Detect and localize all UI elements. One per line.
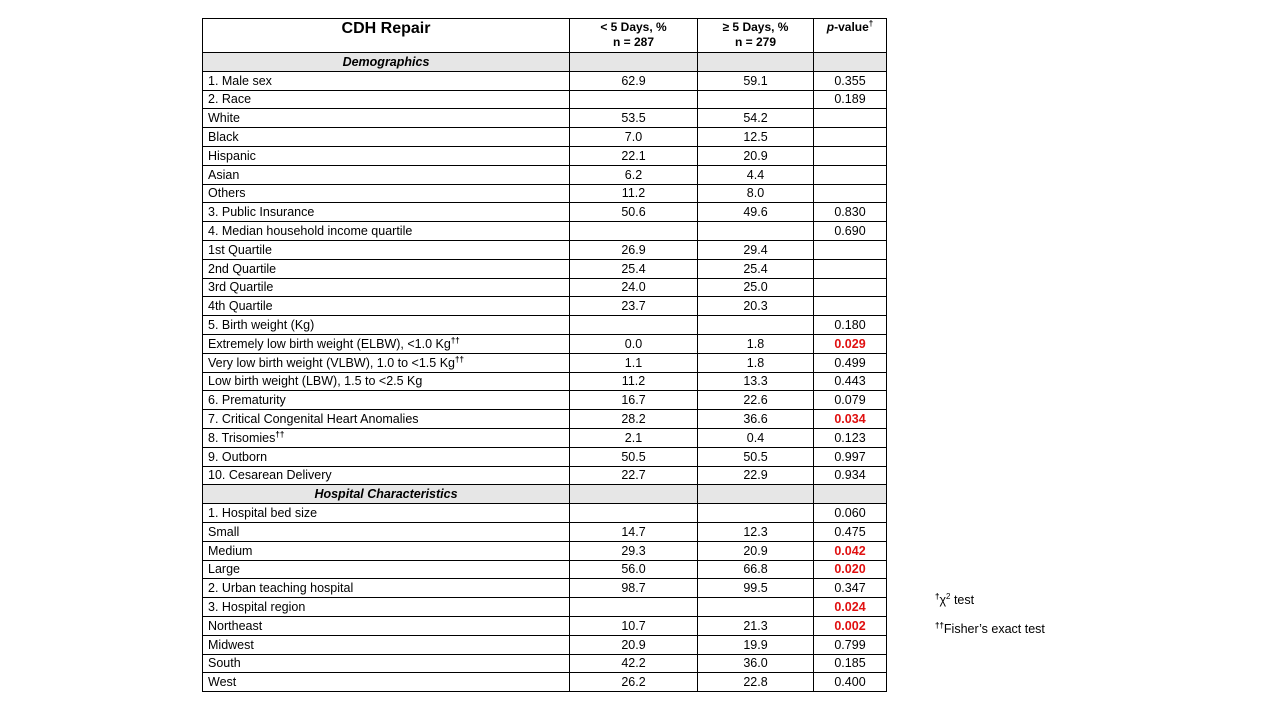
row-label [203, 579, 570, 598]
value-under-5-days: 42.2 [570, 654, 698, 673]
value-under-5-days: 26.2 [570, 673, 698, 692]
value-under-5-days: 14.7 [570, 522, 698, 541]
table-row [203, 184, 887, 203]
row-label [203, 259, 570, 278]
section-header-row [203, 53, 887, 72]
p-value [814, 240, 887, 259]
row-label-text: 1. Hospital bed size [208, 506, 318, 521]
double-dagger-mark: †† [935, 620, 944, 630]
value-under-5-days: 20.9 [570, 635, 698, 654]
row-label [203, 616, 570, 635]
value-5-plus-days: 66.8 [698, 560, 814, 579]
p-value: 0.123 [814, 428, 887, 447]
value-5-plus-days [698, 90, 814, 109]
value-under-5-days: 26.9 [570, 240, 698, 259]
value-5-plus-days: 25.0 [698, 278, 814, 297]
row-label [203, 447, 570, 466]
legend-fisher [935, 622, 1045, 636]
p-value [814, 184, 887, 203]
empty-cell [698, 53, 814, 72]
p-value: 0.189 [814, 90, 887, 109]
table-row [203, 447, 887, 466]
value-under-5-days: 6.2 [570, 165, 698, 184]
table-row [203, 504, 887, 523]
value-5-plus-days [698, 222, 814, 241]
table-row [203, 297, 887, 316]
table-row [203, 616, 887, 635]
value-under-5-days: 22.1 [570, 146, 698, 165]
value-under-5-days: 2.1 [570, 428, 698, 447]
value-under-5-days: 10.7 [570, 616, 698, 635]
p-value: 0.020 [814, 560, 887, 579]
p-value [814, 165, 887, 184]
empty-cell [814, 485, 887, 504]
p-value [814, 297, 887, 316]
row-label [203, 654, 570, 673]
value-under-5-days: 11.2 [570, 372, 698, 391]
table-row [203, 71, 887, 90]
p-value: 0.475 [814, 522, 887, 541]
col-header-line1: ≥ 5 Days, % [722, 20, 789, 34]
value-5-plus-days: 54.2 [698, 109, 814, 128]
value-5-plus-days: 36.0 [698, 654, 814, 673]
row-label-text: Small [208, 524, 240, 539]
value-5-plus-days: 1.8 [698, 353, 814, 372]
col-header-5-plus-days [698, 19, 814, 53]
row-label-text: Asian [208, 167, 240, 182]
row-label [203, 635, 570, 654]
value-under-5-days: 28.2 [570, 410, 698, 429]
value-under-5-days [570, 504, 698, 523]
table-row [203, 165, 887, 184]
row-label-text: Northeast [208, 618, 263, 633]
p-value: 0.934 [814, 466, 887, 485]
value-5-plus-days: 29.4 [698, 240, 814, 259]
row-label [203, 240, 570, 259]
value-5-plus-days: 22.6 [698, 391, 814, 410]
row-label [203, 428, 570, 447]
row-label [203, 222, 570, 241]
row-label [203, 90, 570, 109]
value-5-plus-days: 19.9 [698, 635, 814, 654]
row-label-text: Midwest [208, 637, 254, 652]
row-label [203, 297, 570, 316]
table-row [203, 466, 887, 485]
legend-chi-square [935, 593, 974, 607]
row-label-text: Black [208, 130, 239, 145]
value-5-plus-days: 20.3 [698, 297, 814, 316]
p-value: 0.799 [814, 635, 887, 654]
row-label-text: 3. Hospital region [208, 600, 306, 614]
row-label-text: Low birth weight (LBW), 1.5 to <2.5 Kg [208, 374, 423, 389]
value-5-plus-days: 25.4 [698, 259, 814, 278]
row-label-text: 1. Male sex [208, 73, 272, 88]
table-row [203, 579, 887, 598]
table-row [203, 128, 887, 147]
value-under-5-days: 24.0 [570, 278, 698, 297]
col-header-line2: n = 279 [734, 35, 777, 49]
table-row [203, 146, 887, 165]
row-label [203, 353, 570, 372]
fisher-text: Fisher’s exact test [943, 622, 1045, 636]
p-value: 0.180 [814, 316, 887, 335]
row-label [203, 598, 570, 617]
p-value: 0.690 [814, 222, 887, 241]
row-label-text: 1st Quartile [208, 242, 272, 257]
table-row [203, 541, 887, 560]
row-label-text: 10. Cesarean Delivery [208, 468, 332, 483]
value-5-plus-days: 4.4 [698, 165, 814, 184]
section-label: Demographics [203, 53, 570, 72]
value-under-5-days: 25.4 [570, 259, 698, 278]
value-5-plus-days: 20.9 [698, 541, 814, 560]
p-value: 0.079 [814, 391, 887, 410]
value-under-5-days: 62.9 [570, 71, 698, 90]
value-under-5-days: 53.5 [570, 109, 698, 128]
value-5-plus-days: 59.1 [698, 71, 814, 90]
p-value: 0.029 [814, 334, 887, 353]
value-5-plus-days [698, 316, 814, 335]
table-row [203, 203, 887, 222]
row-label [203, 71, 570, 90]
value-under-5-days: 11.2 [570, 184, 698, 203]
table-header-row [203, 19, 887, 53]
row-label [203, 203, 570, 222]
row-label [203, 673, 570, 692]
p-value: 0.355 [814, 71, 887, 90]
double-dagger-mark: †† [450, 335, 460, 345]
chi-text: test [950, 593, 975, 607]
value-under-5-days: 23.7 [570, 297, 698, 316]
value-under-5-days: 22.7 [570, 466, 698, 485]
empty-cell [814, 53, 887, 72]
p-value: 0.024 [814, 598, 887, 617]
row-label [203, 184, 570, 203]
value-5-plus-days: 50.5 [698, 447, 814, 466]
row-label [203, 372, 570, 391]
table-row [203, 90, 887, 109]
value-5-plus-days [698, 598, 814, 617]
row-label [203, 165, 570, 184]
col-header-under-5-days [570, 19, 698, 53]
section-label: Hospital Characteristics [203, 485, 570, 504]
table-row [203, 410, 887, 429]
empty-cell [698, 485, 814, 504]
section-header-row [203, 485, 887, 504]
table-row [203, 598, 887, 617]
row-label-text: White [208, 111, 240, 126]
value-under-5-days [570, 222, 698, 241]
table-row [203, 240, 887, 259]
row-label [203, 128, 570, 147]
value-5-plus-days: 13.3 [698, 372, 814, 391]
p-value [814, 146, 887, 165]
table-row [203, 222, 887, 241]
row-label [203, 391, 570, 410]
p-value [814, 278, 887, 297]
row-label [203, 334, 570, 353]
dagger-mark: † [935, 591, 940, 601]
table-row [203, 560, 887, 579]
p-value: 0.400 [814, 673, 887, 692]
value-5-plus-days: 22.9 [698, 466, 814, 485]
value-5-plus-days: 8.0 [698, 184, 814, 203]
row-label [203, 522, 570, 541]
value-under-5-days: 29.3 [570, 541, 698, 560]
table-body [203, 19, 887, 692]
value-5-plus-days [698, 504, 814, 523]
table-row [203, 428, 887, 447]
p-value: 0.443 [814, 372, 887, 391]
chi-symbol: χ [939, 593, 947, 607]
double-dagger-mark: †† [275, 429, 285, 439]
value-under-5-days: 56.0 [570, 560, 698, 579]
table-row [203, 316, 887, 335]
row-label-text: Large [208, 562, 240, 577]
row-label-text: 7. Critical Congenital Heart Anomalies [208, 412, 419, 427]
value-under-5-days: 16.7 [570, 391, 698, 410]
row-label [203, 316, 570, 335]
row-label-text: Others [208, 186, 246, 201]
p-value: 0.347 [814, 579, 887, 598]
p-italic: p [826, 20, 835, 34]
p-value: 0.042 [814, 541, 887, 560]
value-under-5-days [570, 598, 698, 617]
row-label-text: West [208, 675, 237, 690]
table-row [203, 522, 887, 541]
value-under-5-days: 98.7 [570, 579, 698, 598]
value-5-plus-days: 21.3 [698, 616, 814, 635]
empty-cell [570, 485, 698, 504]
row-label-text: Medium [208, 543, 253, 558]
table-row [203, 334, 887, 353]
row-label-text: 4th Quartile [208, 299, 273, 314]
chi-power: 2 [946, 591, 951, 601]
table-row [203, 353, 887, 372]
row-label-text: Extremely low birth weight (ELBW), <1.0 Kg [208, 336, 451, 351]
row-label [203, 504, 570, 523]
value-under-5-days: 7.0 [570, 128, 698, 147]
col-header-line2: n = 287 [612, 35, 655, 49]
row-label-text: Hispanic [208, 148, 256, 163]
value-under-5-days: 0.0 [570, 334, 698, 353]
row-label [203, 560, 570, 579]
p-value: 0.034 [814, 410, 887, 429]
p-value [814, 128, 887, 147]
p-value-rest: -value [834, 20, 869, 34]
row-label [203, 410, 570, 429]
row-label-text: Very low birth weight (VLBW), 1.0 to <1.5 Kg [208, 355, 455, 370]
value-5-plus-days: 22.8 [698, 673, 814, 692]
value-5-plus-days: 36.6 [698, 410, 814, 429]
table-row [203, 635, 887, 654]
value-under-5-days: 50.6 [570, 203, 698, 222]
row-label-text: 5. Birth weight (Kg) [208, 318, 315, 333]
col-header-p-value [814, 19, 887, 53]
dagger-mark: † [868, 19, 874, 28]
p-value: 0.060 [814, 504, 887, 523]
row-label-text: 3. Public Insurance [208, 205, 315, 220]
table-row [203, 278, 887, 297]
row-label-text: 8. Trisomies [208, 430, 276, 445]
row-label [203, 466, 570, 485]
table-row [203, 109, 887, 128]
p-value: 0.185 [814, 654, 887, 673]
p-value: 0.997 [814, 447, 887, 466]
row-label-text: 2nd Quartile [208, 261, 277, 276]
value-5-plus-days: 49.6 [698, 203, 814, 222]
table-row [203, 372, 887, 391]
row-label [203, 146, 570, 165]
row-label-text: 6. Prematurity [208, 393, 286, 408]
value-5-plus-days: 0.4 [698, 428, 814, 447]
row-label-text: 9. Outborn [208, 449, 268, 464]
table-row [203, 259, 887, 278]
p-value: 0.002 [814, 616, 887, 635]
row-label [203, 541, 570, 560]
row-label-text: 3rd Quartile [208, 280, 274, 295]
p-value [814, 259, 887, 278]
cdh-repair-table [202, 18, 887, 692]
col-header-line1: < 5 Days, % [600, 20, 667, 34]
value-5-plus-days: 12.3 [698, 522, 814, 541]
row-label-text: 4. Median household income quartile [208, 224, 413, 239]
double-dagger-mark: †† [455, 354, 464, 364]
value-5-plus-days: 12.5 [698, 128, 814, 147]
table-row [203, 391, 887, 410]
p-value: 0.499 [814, 353, 887, 372]
table-title: CDH Repair [203, 19, 570, 53]
value-5-plus-days: 1.8 [698, 334, 814, 353]
row-label-text: 2. Race [208, 92, 252, 107]
value-under-5-days: 50.5 [570, 447, 698, 466]
empty-cell [570, 53, 698, 72]
table-row [203, 654, 887, 673]
table-row [203, 673, 887, 692]
value-under-5-days: 1.1 [570, 353, 698, 372]
row-label [203, 109, 570, 128]
row-label-text: 2. Urban teaching hospital [208, 581, 354, 596]
row-label-text: South [208, 656, 241, 671]
row-label [203, 278, 570, 297]
value-under-5-days [570, 90, 698, 109]
value-under-5-days [570, 316, 698, 335]
value-5-plus-days: 99.5 [698, 579, 814, 598]
value-5-plus-days: 20.9 [698, 146, 814, 165]
p-value [814, 109, 887, 128]
p-value: 0.830 [814, 203, 887, 222]
